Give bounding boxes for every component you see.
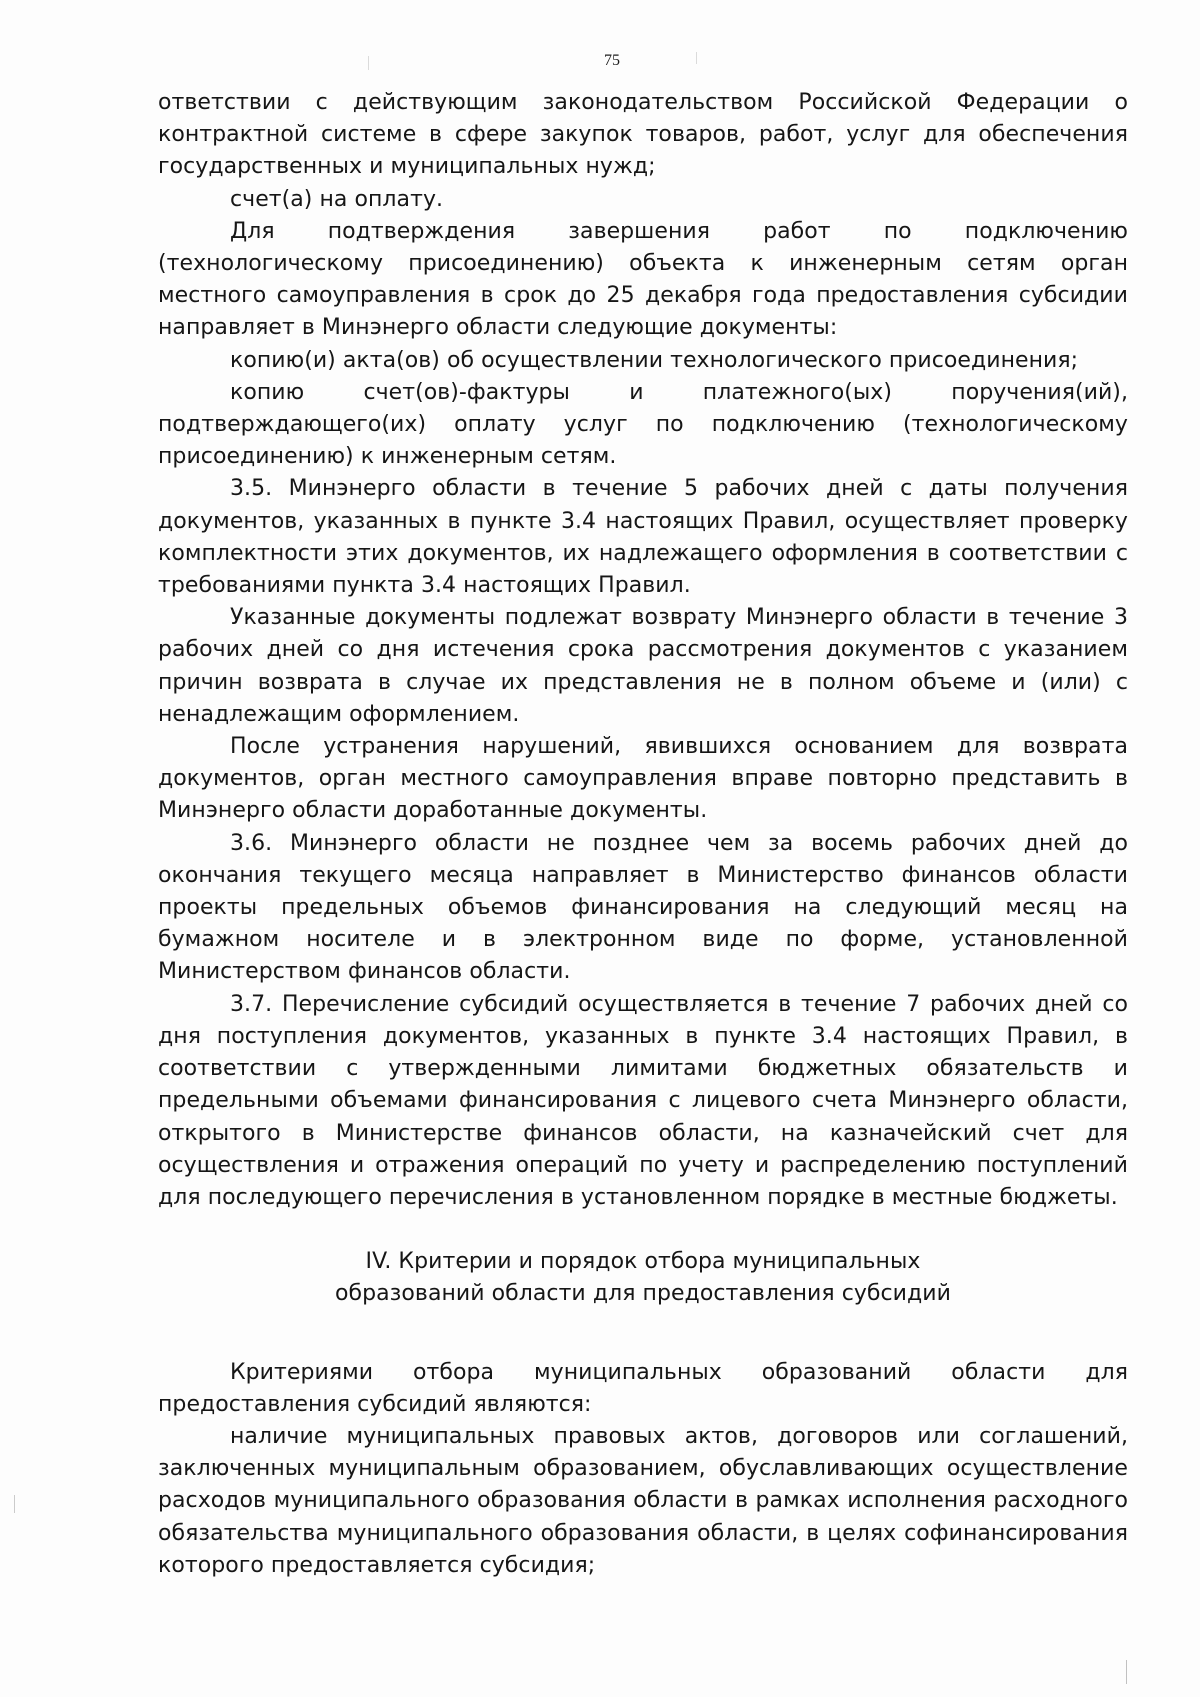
paragraph-3-5: 3.5. Минэнерго области в течение 5 рабочих дней с даты получения документов, указанных в пункте 3.4 настоящих Правил, осуществляет проверку комплектности этих документов, их надлежащего оформления в соответствии с требованиями пункта 3.4 настоящих Правил. (158, 476, 1128, 599)
paragraph-legal-acts: наличие муниципальных правовых актов, договоров или соглашений, заключенных муниципальным образованием, обуславливающих осуществление расходов муниципального образования области в рамках исполнения расходного обязательства муниципального образования области, в целях софинансирования которого предоставляется субсидия; (158, 1423, 1128, 1578)
scan-artifact (1126, 1660, 1127, 1684)
paragraph-act-copy: копию(и) акта(ов) об осуществлении технологического присоединения; (230, 347, 1079, 373)
section-heading-line-2: образований области для предоставления субсидий (335, 1281, 951, 1307)
section-heading-line-1: IV. Критерии и порядок отбора муниципальных (365, 1249, 921, 1275)
page-number: 75 (604, 52, 620, 69)
scan-artifact (14, 1495, 15, 1513)
section-heading (158, 1246, 1128, 1310)
paragraph-criteria: Критериями отбора муниципальных образований области для предоставления субсидий являются: (158, 1359, 1128, 1417)
paragraph-return: Указанные документы подлежат возврату Минэнерго области в течение 3 рабочих дней со дня истечения срока рассмотрения документов с указанием причин возврата в случае их представления не в полном объеме и (или) с ненадлежащим оформлением. (158, 605, 1128, 727)
paragraph-invoice-copy: копию счет(ов)-фактуры и платежного(ых) поручения(ий), подтверждающего(их) оплату услуг по подключению (технологическому присоединению) к инженерным сетям. (158, 379, 1128, 470)
paragraph-resubmit: После устранения нарушений, явившихся основанием для возврата документов, орган местного самоуправления вправе повторно представить в Минэнерго области доработанные документы. (158, 734, 1128, 824)
paragraph-continuation: ответствии с действующим законодательством Российской Федерации о контрактной системе в сфере закупок товаров, работ, услуг для обеспечения государственных и муниципальных нужд; (158, 90, 1128, 180)
document-body (158, 87, 1128, 1582)
paragraph-3-7: 3.7. Перечисление субсидий осуществляется в течение 7 рабочих дней со дня поступления документов, указанных в пункте 3.4 настоящих Правил, в соответствии с утвержденными лимитами бюджетных обязательств и предельными объемами финансирования с лицевого счета Минэнерго области, открытого в Министерстве финансов области, на казначейский счет для осуществления и отражения операций по учету и распределению поступлений для последующего перечисления в установленном порядке в местные бюджеты. (158, 991, 1128, 1210)
paragraph-confirmation: Для подтверждения завершения работ по подключению (технологическому присоединению) объекта к инженерным сетям орган местного самоуправления в срок до 25 декабря года предоставления субсидии направляет в Минэнерго области следующие документы: (158, 218, 1128, 341)
paragraph-3-6: 3.6. Минэнерго области не позднее чем за восемь рабочих дней до окончания текущего месяца направляет в Министерство финансов области проекты предельных объемов финансирования на следующий месяц на бумажном носителе и в электронном виде по форме, установленной Министерством финансов области. (158, 830, 1128, 985)
paragraph-invoice: счет(а) на оплату. (230, 186, 444, 212)
